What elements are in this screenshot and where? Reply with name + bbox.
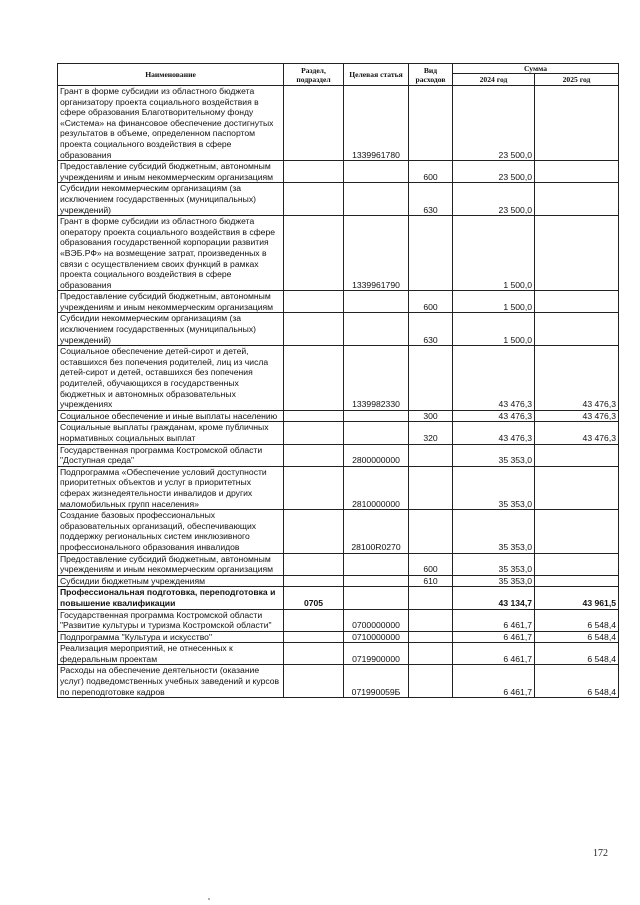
row-type bbox=[409, 587, 453, 609]
row-target: 0710000000 bbox=[344, 631, 409, 643]
row-sum-2024: 43 476,3 bbox=[453, 422, 535, 444]
row-type: 600 bbox=[409, 291, 453, 313]
table-row bbox=[58, 609, 619, 631]
row-sum-2024: 43 476,3 bbox=[453, 346, 535, 411]
row-target: 28100R0270 bbox=[344, 510, 409, 553]
row-sum-2025: 6 548,4 bbox=[535, 631, 619, 643]
row-type bbox=[409, 86, 453, 161]
header-section: Раздел, подраздел bbox=[284, 64, 344, 86]
row-target: 2800000000 bbox=[344, 444, 409, 466]
row-sum-2025 bbox=[535, 510, 619, 553]
row-section bbox=[284, 609, 344, 631]
table-row bbox=[58, 575, 619, 587]
header-year-2025: 2025 год bbox=[535, 74, 619, 86]
row-type: 610 bbox=[409, 575, 453, 587]
row-target bbox=[344, 183, 409, 216]
header-sum: Сумма bbox=[453, 64, 619, 74]
table-row bbox=[58, 553, 619, 575]
row-sum-2025: 6 548,4 bbox=[535, 609, 619, 631]
table-row bbox=[58, 643, 619, 665]
row-sum-2024: 35 353,0 bbox=[453, 575, 535, 587]
row-name: Социальное обеспечение и иные выплаты населению bbox=[58, 410, 284, 422]
row-sum-2024: 35 353,0 bbox=[453, 510, 535, 553]
row-section bbox=[284, 422, 344, 444]
row-name: Предоставление субсидий бюджетным, автономным учреждениям и иным некоммерческим организациям bbox=[58, 161, 284, 183]
row-name: Создание базовых профессиональных образовательных организаций, обеспечивающих поддержку региональных систем инклюзивного профессионального образования инвалидов bbox=[58, 510, 284, 553]
row-sum-2025 bbox=[535, 86, 619, 161]
row-target: 071990059Б bbox=[344, 665, 409, 698]
row-section: 0705 bbox=[284, 587, 344, 609]
row-section bbox=[284, 313, 344, 346]
row-sum-2024: 35 353,0 bbox=[453, 444, 535, 466]
table-header bbox=[58, 64, 619, 86]
row-sum-2025: 43 961,5 bbox=[535, 587, 619, 609]
row-name: Государственная программа Костромской области "Доступная среда" bbox=[58, 444, 284, 466]
row-section bbox=[284, 444, 344, 466]
row-sum-2024: 6 461,7 bbox=[453, 631, 535, 643]
row-name: Профессиональная подготовка, переподготовка и повышение квалификации bbox=[58, 587, 284, 609]
table-body bbox=[58, 86, 619, 698]
row-target bbox=[344, 575, 409, 587]
row-target: 1339961790 bbox=[344, 216, 409, 291]
row-sum-2025 bbox=[535, 575, 619, 587]
row-sum-2025: 43 476,3 bbox=[535, 422, 619, 444]
row-sum-2024: 23 500,0 bbox=[453, 183, 535, 216]
row-sum-2024: 6 461,7 bbox=[453, 643, 535, 665]
row-name: Социальное обеспечение детей-сирот и детей, оставшихся без попечения родителей, лиц из числа детей-сирот и детей, оставшихся без попечения родителей, обучающихся в государственных бюджетных и автономных образовательных учреждениях bbox=[58, 346, 284, 411]
row-section bbox=[284, 466, 344, 509]
table-row bbox=[58, 291, 619, 313]
row-sum-2025 bbox=[535, 183, 619, 216]
row-target bbox=[344, 422, 409, 444]
row-sum-2025 bbox=[535, 161, 619, 183]
row-target bbox=[344, 587, 409, 609]
row-type bbox=[409, 346, 453, 411]
row-sum-2024: 43 134,7 bbox=[453, 587, 535, 609]
scan-speck bbox=[208, 898, 210, 900]
table-row bbox=[58, 410, 619, 422]
row-target bbox=[344, 553, 409, 575]
row-sum-2024: 6 461,7 bbox=[453, 609, 535, 631]
row-section bbox=[284, 410, 344, 422]
row-section bbox=[284, 346, 344, 411]
table-row bbox=[58, 422, 619, 444]
row-section bbox=[284, 291, 344, 313]
header-year-2024: 2024 год bbox=[453, 74, 535, 86]
row-name: Грант в форме субсидии из областного бюджета оператору проекта социального воздействия в сфере образования государственной корпорации развития «ВЭБ.РФ» на возмещение затрат, произведенных в связи с осуществлением своих функций в рамках проекта социального воздействия в сфере образования bbox=[58, 216, 284, 291]
row-section bbox=[284, 553, 344, 575]
row-sum-2024: 43 476,3 bbox=[453, 410, 535, 422]
row-name: Субсидии некоммерческим организациям (за исключением государственных (муниципальных) учреждений) bbox=[58, 313, 284, 346]
row-type: 300 bbox=[409, 410, 453, 422]
row-sum-2025: 43 476,3 bbox=[535, 410, 619, 422]
row-type bbox=[409, 609, 453, 631]
row-name: Подпрограмма «Обеспечение условий доступности приоритетных объектов и услуг в приоритетных сферах жизнедеятельности инвалидов и других маломобильных групп населения» bbox=[58, 466, 284, 509]
row-section bbox=[284, 665, 344, 698]
row-type bbox=[409, 444, 453, 466]
row-name: Государственная программа Костромской области "Развитие культуры и туризма Костромской области" bbox=[58, 609, 284, 631]
row-sum-2025 bbox=[535, 313, 619, 346]
table-row bbox=[58, 587, 619, 609]
row-sum-2025 bbox=[535, 553, 619, 575]
row-name: Субсидии некоммерческим организациям (за исключением государственных (муниципальных) учреждений) bbox=[58, 183, 284, 216]
table-row bbox=[58, 86, 619, 161]
page-number: 172 bbox=[593, 848, 608, 859]
header-type: Вид расходов bbox=[409, 64, 453, 86]
row-sum-2024: 23 500,0 bbox=[453, 86, 535, 161]
row-sum-2025 bbox=[535, 466, 619, 509]
row-target bbox=[344, 410, 409, 422]
row-name: Предоставление субсидий бюджетным, автономным учреждениям и иным некоммерческим организациям bbox=[58, 553, 284, 575]
row-target bbox=[344, 313, 409, 346]
row-name: Предоставление субсидий бюджетным, автономным учреждениям и иным некоммерческим организациям bbox=[58, 291, 284, 313]
row-type bbox=[409, 643, 453, 665]
row-sum-2024: 23 500,0 bbox=[453, 161, 535, 183]
table-row bbox=[58, 665, 619, 698]
row-sum-2025: 6 548,4 bbox=[535, 643, 619, 665]
row-name: Расходы на обеспечение деятельности (оказание услуг) подведомственных учебных заведений и курсов по переподготовке кадров bbox=[58, 665, 284, 698]
row-target: 1339961780 bbox=[344, 86, 409, 161]
table-row bbox=[58, 183, 619, 216]
table-row bbox=[58, 444, 619, 466]
row-name: Подпрограмма "Культура и искусство" bbox=[58, 631, 284, 643]
row-section bbox=[284, 161, 344, 183]
row-type bbox=[409, 510, 453, 553]
row-type: 630 bbox=[409, 183, 453, 216]
row-sum-2024: 35 353,0 bbox=[453, 553, 535, 575]
row-type bbox=[409, 631, 453, 643]
row-sum-2025: 43 476,3 bbox=[535, 346, 619, 411]
table-row bbox=[58, 313, 619, 346]
row-name: Субсидии бюджетным учреждениям bbox=[58, 575, 284, 587]
header-name: Наименование bbox=[58, 64, 284, 86]
table-row bbox=[58, 631, 619, 643]
row-name: Грант в форме субсидии из областного бюджета организатору проекта социального воздействия в сфере образования Благотворительному фонду «Система» на финансовое обеспечение достигнутых результатов в объеме, определенном паспортом проекта социального воздействия в сфере образования bbox=[58, 86, 284, 161]
row-target bbox=[344, 161, 409, 183]
row-sum-2025 bbox=[535, 444, 619, 466]
row-type: 320 bbox=[409, 422, 453, 444]
row-section bbox=[284, 86, 344, 161]
row-section bbox=[284, 183, 344, 216]
row-target: 0719900000 bbox=[344, 643, 409, 665]
row-section bbox=[284, 216, 344, 291]
row-sum-2025 bbox=[535, 216, 619, 291]
row-sum-2024: 1 500,0 bbox=[453, 291, 535, 313]
row-type: 630 bbox=[409, 313, 453, 346]
table-row bbox=[58, 510, 619, 553]
row-section bbox=[284, 643, 344, 665]
row-sum-2025 bbox=[535, 291, 619, 313]
table-row bbox=[58, 346, 619, 411]
header-target: Целевая статья bbox=[344, 64, 409, 86]
table-row bbox=[58, 161, 619, 183]
row-sum-2024: 1 500,0 bbox=[453, 216, 535, 291]
table-row bbox=[58, 216, 619, 291]
row-sum-2024: 1 500,0 bbox=[453, 313, 535, 346]
row-sum-2024: 6 461,7 bbox=[453, 665, 535, 698]
budget-table bbox=[57, 63, 619, 698]
row-type: 600 bbox=[409, 161, 453, 183]
row-sum-2025: 6 548,4 bbox=[535, 665, 619, 698]
row-target: 0700000000 bbox=[344, 609, 409, 631]
row-target bbox=[344, 291, 409, 313]
row-name: Социальные выплаты гражданам, кроме публичных нормативных социальных выплат bbox=[58, 422, 284, 444]
row-type: 600 bbox=[409, 553, 453, 575]
row-name: Реализация мероприятий, не отнесенных к федеральным проектам bbox=[58, 643, 284, 665]
row-type bbox=[409, 665, 453, 698]
table-row bbox=[58, 466, 619, 509]
row-target: 2810000000 bbox=[344, 466, 409, 509]
row-section bbox=[284, 575, 344, 587]
row-type bbox=[409, 216, 453, 291]
row-sum-2024: 35 353,0 bbox=[453, 466, 535, 509]
row-section bbox=[284, 510, 344, 553]
row-target: 1339982330 bbox=[344, 346, 409, 411]
row-type bbox=[409, 466, 453, 509]
row-section bbox=[284, 631, 344, 643]
